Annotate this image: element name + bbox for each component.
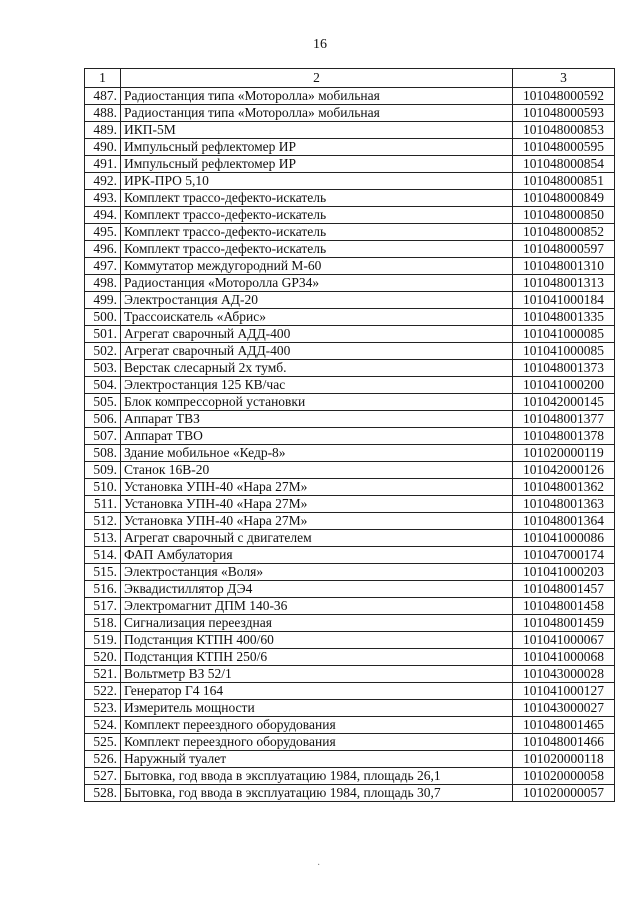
table-row	[85, 258, 615, 275]
table-row	[85, 343, 615, 360]
inventory-code-cell: 101048001377	[513, 411, 615, 428]
row-number-cell: 516.	[85, 581, 121, 598]
inventory-code-cell: 101041000184	[513, 292, 615, 309]
item-name-cell: Трассоискатель «Абрис»	[121, 309, 513, 326]
item-name-cell: Подстанция КТПН 250/6	[121, 649, 513, 666]
table-row	[85, 224, 615, 241]
inventory-code-cell: 101020000119	[513, 445, 615, 462]
inventory-code-cell: 101048001310	[513, 258, 615, 275]
inventory-code-cell: 101041000085	[513, 326, 615, 343]
inventory-code-cell: 101048001458	[513, 598, 615, 615]
row-number-cell: 521.	[85, 666, 121, 683]
inventory-code-cell: 101048001335	[513, 309, 615, 326]
table-row	[85, 173, 615, 190]
item-name-cell: Установка УПН-40 «Нара 27М»	[121, 496, 513, 513]
inventory-code-cell: 101048000854	[513, 156, 615, 173]
inventory-code-cell: 101043000028	[513, 666, 615, 683]
item-name-cell: Сигнализация переездная	[121, 615, 513, 632]
table-row	[85, 649, 615, 666]
inventory-code-cell: 101048000853	[513, 122, 615, 139]
inventory-code-cell: 101041000200	[513, 377, 615, 394]
inventory-code-cell: 101048000851	[513, 173, 615, 190]
row-number-cell: 490.	[85, 139, 121, 156]
row-number-cell: 503.	[85, 360, 121, 377]
table-row	[85, 139, 615, 156]
inventory-code-cell: 101048001378	[513, 428, 615, 445]
item-name-cell: Генератор Г4 164	[121, 683, 513, 700]
table-row	[85, 700, 615, 717]
table-row	[85, 479, 615, 496]
row-number-cell: 508.	[85, 445, 121, 462]
row-number-cell: 504.	[85, 377, 121, 394]
item-name-cell: Установка УПН-40 «Нара 27М»	[121, 479, 513, 496]
row-number-cell: 507.	[85, 428, 121, 445]
row-number-cell: 496.	[85, 241, 121, 258]
inventory-code-cell: 101048000852	[513, 224, 615, 241]
table-row	[85, 632, 615, 649]
table-row	[85, 122, 615, 139]
table-row	[85, 309, 615, 326]
row-number-cell: 524.	[85, 717, 121, 734]
table-row	[85, 717, 615, 734]
item-name-cell: Здание мобильное «Кедр-8»	[121, 445, 513, 462]
row-number-cell: 528.	[85, 785, 121, 802]
item-name-cell: Импульсный рефлектомер ИР	[121, 156, 513, 173]
inventory-code-cell: 101048001373	[513, 360, 615, 377]
row-number-cell: 512.	[85, 513, 121, 530]
inventory-code-cell: 101048001313	[513, 275, 615, 292]
item-name-cell: Агрегат сварочный АДД-400	[121, 343, 513, 360]
table-row	[85, 666, 615, 683]
inventory-code-cell: 101041000203	[513, 564, 615, 581]
item-name-cell: Наружный туалет	[121, 751, 513, 768]
page-number: 16	[313, 37, 327, 52]
item-name-cell: ФАП Амбулатория	[121, 547, 513, 564]
row-number-cell: 492.	[85, 173, 121, 190]
column-header-2: 2	[121, 69, 513, 88]
item-name-cell: Вольтметр ВЗ 52/1	[121, 666, 513, 683]
item-name-cell: Блок компрессорной установки	[121, 394, 513, 411]
item-name-cell: Аппарат ТВЗ	[121, 411, 513, 428]
item-name-cell: Комплект переездного оборудования	[121, 717, 513, 734]
row-number-cell: 513.	[85, 530, 121, 547]
item-name-cell: Комплект трассо-дефекто-искатель	[121, 241, 513, 258]
page-mark: ·	[317, 860, 321, 871]
row-number-cell: 510.	[85, 479, 121, 496]
item-name-cell: Бытовка, год ввода в эксплуатацию 1984, площадь 30,7	[121, 785, 513, 802]
row-number-cell: 519.	[85, 632, 121, 649]
table-row	[85, 513, 615, 530]
item-name-cell: Комплект трассо-дефекто-искатель	[121, 207, 513, 224]
table-row	[85, 598, 615, 615]
item-name-cell: ИРК-ПРО 5,10	[121, 173, 513, 190]
row-number-cell: 522.	[85, 683, 121, 700]
table-row	[85, 581, 615, 598]
item-name-cell: Комплект переездного оборудования	[121, 734, 513, 751]
table-row	[85, 190, 615, 207]
item-name-cell: Эквадистиллятор ДЭ4	[121, 581, 513, 598]
item-name-cell: Коммутатор междугородний М-60	[121, 258, 513, 275]
column-header-3: 3	[513, 69, 615, 88]
inventory-code-cell: 101042000145	[513, 394, 615, 411]
table-row	[85, 275, 615, 292]
row-number-cell: 489.	[85, 122, 121, 139]
table-row	[85, 768, 615, 785]
inventory-code-cell: 101020000057	[513, 785, 615, 802]
table-row	[85, 207, 615, 224]
table-row	[85, 615, 615, 632]
table-row	[85, 156, 615, 173]
inventory-code-cell: 101048001363	[513, 496, 615, 513]
inventory-code-cell: 101048001457	[513, 581, 615, 598]
inventory-code-cell: 101048000593	[513, 105, 615, 122]
item-name-cell: ИКП-5М	[121, 122, 513, 139]
table-header	[85, 69, 615, 88]
table-row	[85, 445, 615, 462]
table-row	[85, 88, 615, 105]
table-row	[85, 530, 615, 547]
row-number-cell: 509.	[85, 462, 121, 479]
row-number-cell: 506.	[85, 411, 121, 428]
header-row	[85, 69, 615, 88]
item-name-cell: Радиостанция «Моторолла GP34»	[121, 275, 513, 292]
inventory-code-cell: 101048001364	[513, 513, 615, 530]
row-number-cell: 498.	[85, 275, 121, 292]
row-number-cell: 514.	[85, 547, 121, 564]
row-number-cell: 494.	[85, 207, 121, 224]
item-name-cell: Верстак слесарный 2х тумб.	[121, 360, 513, 377]
item-name-cell: Радиостанция типа «Моторолла» мобильная	[121, 88, 513, 105]
table-row	[85, 377, 615, 394]
row-number-cell: 520.	[85, 649, 121, 666]
inventory-code-cell: 101048000595	[513, 139, 615, 156]
inventory-code-cell: 101047000174	[513, 547, 615, 564]
item-name-cell: Станок 16В-20	[121, 462, 513, 479]
item-name-cell: Импульсный рефлектомер ИР	[121, 139, 513, 156]
table-row	[85, 751, 615, 768]
inventory-code-cell: 101041000067	[513, 632, 615, 649]
item-name-cell: Аппарат ТВО	[121, 428, 513, 445]
item-name-cell: Электромагнит ДПМ 140-36	[121, 598, 513, 615]
table-body	[85, 88, 615, 802]
item-name-cell: Агрегат сварочный АДД-400	[121, 326, 513, 343]
row-number-cell: 523.	[85, 700, 121, 717]
row-number-cell: 499.	[85, 292, 121, 309]
table-row	[85, 326, 615, 343]
row-number-cell: 527.	[85, 768, 121, 785]
table-row	[85, 683, 615, 700]
item-name-cell: Радиостанция типа «Моторолла» мобильная	[121, 105, 513, 122]
item-name-cell: Комплект трассо-дефекто-искатель	[121, 224, 513, 241]
inventory-code-cell: 101048000597	[513, 241, 615, 258]
item-name-cell: Агрегат сварочный с двигателем	[121, 530, 513, 547]
item-name-cell: Комплект трассо-дефекто-искатель	[121, 190, 513, 207]
row-number-cell: 497.	[85, 258, 121, 275]
inventory-code-cell: 101048001466	[513, 734, 615, 751]
inventory-code-cell: 101020000118	[513, 751, 615, 768]
inventory-code-cell: 101048000592	[513, 88, 615, 105]
item-name-cell: Бытовка, год ввода в эксплуатацию 1984, площадь 26,1	[121, 768, 513, 785]
item-name-cell: Подстанция КТПН 400/60	[121, 632, 513, 649]
inventory-code-cell: 101048000850	[513, 207, 615, 224]
row-number-cell: 502.	[85, 343, 121, 360]
row-number-cell: 517.	[85, 598, 121, 615]
inventory-code-cell: 101041000085	[513, 343, 615, 360]
inventory-code-cell: 101041000086	[513, 530, 615, 547]
row-number-cell: 491.	[85, 156, 121, 173]
table-row	[85, 547, 615, 564]
inventory-table	[84, 68, 615, 802]
inventory-code-cell: 101048001362	[513, 479, 615, 496]
table-row	[85, 785, 615, 802]
table-row	[85, 105, 615, 122]
row-number-cell: 505.	[85, 394, 121, 411]
inventory-code-cell: 101048001465	[513, 717, 615, 734]
table-row	[85, 734, 615, 751]
inventory-code-cell: 101020000058	[513, 768, 615, 785]
item-name-cell: Электростанция АД-20	[121, 292, 513, 309]
table-row	[85, 360, 615, 377]
row-number-cell: 525.	[85, 734, 121, 751]
inventory-code-cell: 101048000849	[513, 190, 615, 207]
inventory-code-cell: 101043000027	[513, 700, 615, 717]
table-row	[85, 462, 615, 479]
row-number-cell: 501.	[85, 326, 121, 343]
row-number-cell: 495.	[85, 224, 121, 241]
table-row	[85, 428, 615, 445]
table-row	[85, 411, 615, 428]
item-name-cell: Электростанция «Воля»	[121, 564, 513, 581]
row-number-cell: 518.	[85, 615, 121, 632]
row-number-cell: 487.	[85, 88, 121, 105]
row-number-cell: 515.	[85, 564, 121, 581]
inventory-code-cell: 101042000126	[513, 462, 615, 479]
table-row	[85, 292, 615, 309]
row-number-cell: 488.	[85, 105, 121, 122]
table-row	[85, 496, 615, 513]
row-number-cell: 493.	[85, 190, 121, 207]
inventory-code-cell: 101041000127	[513, 683, 615, 700]
item-name-cell: Электростанция 125 КВ/час	[121, 377, 513, 394]
column-header-1: 1	[85, 69, 121, 88]
row-number-cell: 511.	[85, 496, 121, 513]
table-row	[85, 394, 615, 411]
row-number-cell: 500.	[85, 309, 121, 326]
inventory-code-cell: 101041000068	[513, 649, 615, 666]
table-row	[85, 241, 615, 258]
item-name-cell: Измеритель мощности	[121, 700, 513, 717]
row-number-cell: 526.	[85, 751, 121, 768]
item-name-cell: Установка УПН-40 «Нара 27М»	[121, 513, 513, 530]
inventory-code-cell: 101048001459	[513, 615, 615, 632]
table-row	[85, 564, 615, 581]
